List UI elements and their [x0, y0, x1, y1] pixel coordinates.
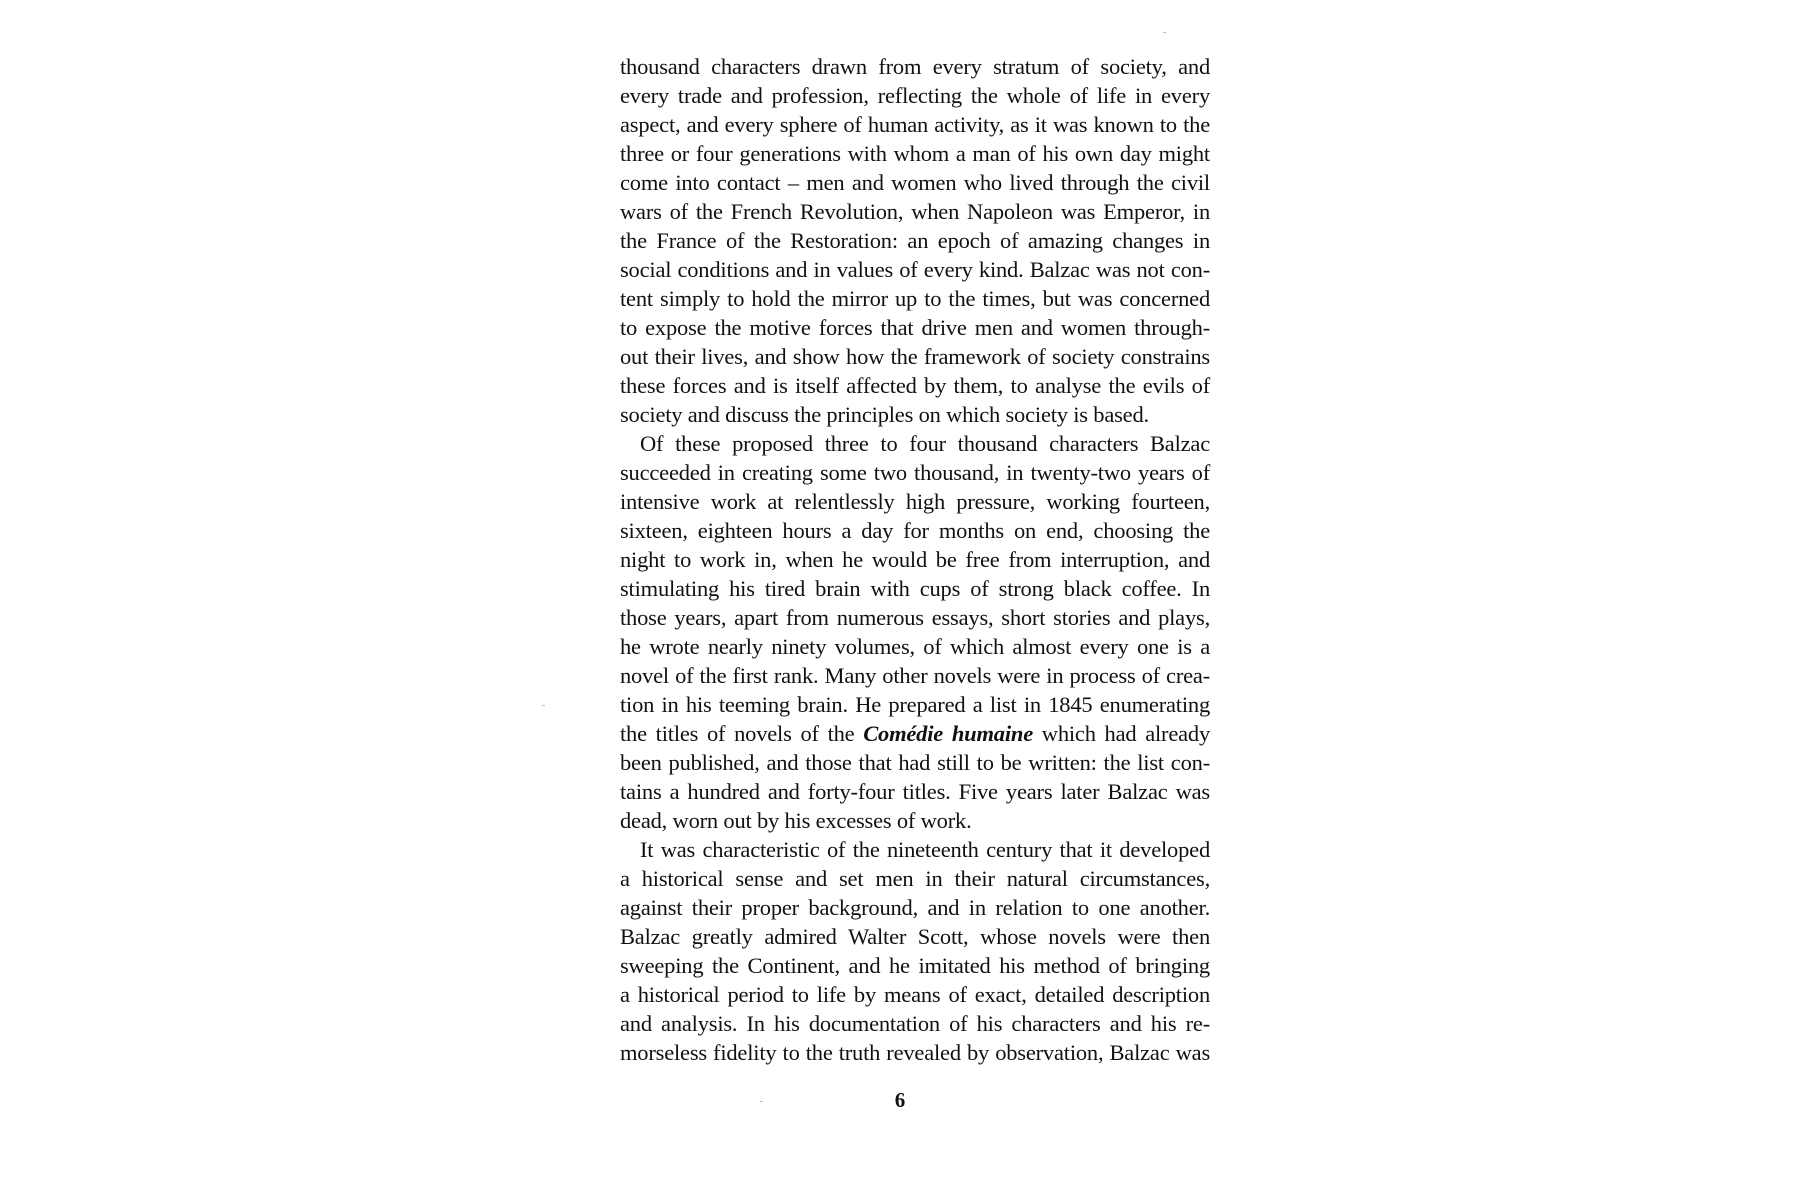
text-line: aspect, and every sphere of human activity, as it was known to the — [620, 112, 1210, 137]
text-line: he wrote nearly ninety volumes, of which almost every one is a — [620, 634, 1210, 659]
text-line: night to work in, when he would be free from interruption, and — [620, 547, 1210, 572]
text-line: out their lives, and show how the framework of society constrains — [620, 344, 1210, 369]
text-line-with-italic-title — [620, 719, 1210, 748]
text-line: come into contact – men and women who lived through the civil — [620, 170, 1210, 195]
scan-speck — [1163, 32, 1166, 33]
text-line: a historical period to life by means of exact, detailed description — [620, 982, 1210, 1007]
text-line: intensive work at relentlessly high pressure, working fourteen, — [620, 489, 1210, 514]
text-line: these forces and is itself affected by them, to analyse the evils of — [620, 373, 1210, 398]
paragraph-3 — [620, 835, 1210, 1067]
text-line: sweeping the Continent, and he imitated his method of bringing — [620, 953, 1210, 978]
text-line: and analysis. In his documentation of his characters and his re- — [620, 1011, 1210, 1036]
book-title-italic: Comédie humaine — [863, 721, 1033, 746]
text-line: society and discuss the principles on which society is based. — [620, 402, 1149, 427]
text-line: stimulating his tired brain with cups of strong black coffee. In — [620, 576, 1210, 601]
text-line: tion in his teeming brain. He prepared a list in 1845 enumerating — [620, 692, 1210, 717]
text-line: sixteen, eighteen hours a day for months on end, choosing the — [620, 518, 1210, 543]
text-line: every trade and profession, reflecting the whole of life in every — [620, 83, 1210, 108]
text-line: wars of the French Revolution, when Napoleon was Emperor, in — [620, 199, 1210, 224]
text-segment: which had already — [1032, 721, 1211, 746]
paragraph-1 — [620, 52, 1210, 429]
text-segment: the titles of novels of the — [620, 721, 864, 746]
text-line: novel of the first rank. Many other novels were in process of crea- — [620, 663, 1210, 688]
page-number: 6 — [894, 1088, 906, 1112]
text-line: those years, apart from numerous essays, short stories and plays, — [620, 605, 1210, 630]
scan-speck — [760, 1101, 763, 1102]
text-line: a historical sense and set men in their natural circumstances, — [620, 866, 1210, 891]
text-line: Of these proposed three to four thousand characters Balzac — [640, 431, 1210, 456]
text-line: succeeded in creating some two thousand, in twenty-two years of — [620, 460, 1210, 485]
text-line: to expose the motive forces that drive men and women through- — [620, 315, 1210, 340]
text-line: against their proper background, and in relation to one another. — [620, 895, 1210, 920]
paragraph-2 — [620, 429, 1210, 835]
text-line: been published, and those that had still to be written: the list con- — [620, 750, 1210, 775]
text-line: the France of the Restoration: an epoch of amazing changes in — [620, 228, 1210, 253]
text-line: thousand characters drawn from every stratum of society, and — [620, 54, 1210, 79]
text-line: dead, worn out by his excesses of work. — [620, 808, 972, 833]
text-line: It was characteristic of the nineteenth century that it developed — [640, 837, 1210, 862]
scan-speck — [542, 705, 545, 706]
text-line: Balzac greatly admired Walter Scott, whose novels were then — [620, 924, 1210, 949]
text-line: morseless fidelity to the truth revealed by observation, Balzac was — [620, 1040, 1210, 1065]
text-line: social conditions and in values of every kind. Balzac was not con- — [620, 257, 1210, 282]
text-line: tent simply to hold the mirror up to the times, but was concerned — [620, 286, 1210, 311]
page-body — [620, 52, 1210, 1067]
text-line: three or four generations with whom a man of his own day might — [620, 141, 1210, 166]
text-line: tains a hundred and forty-four titles. Five years later Balzac was — [620, 779, 1210, 804]
